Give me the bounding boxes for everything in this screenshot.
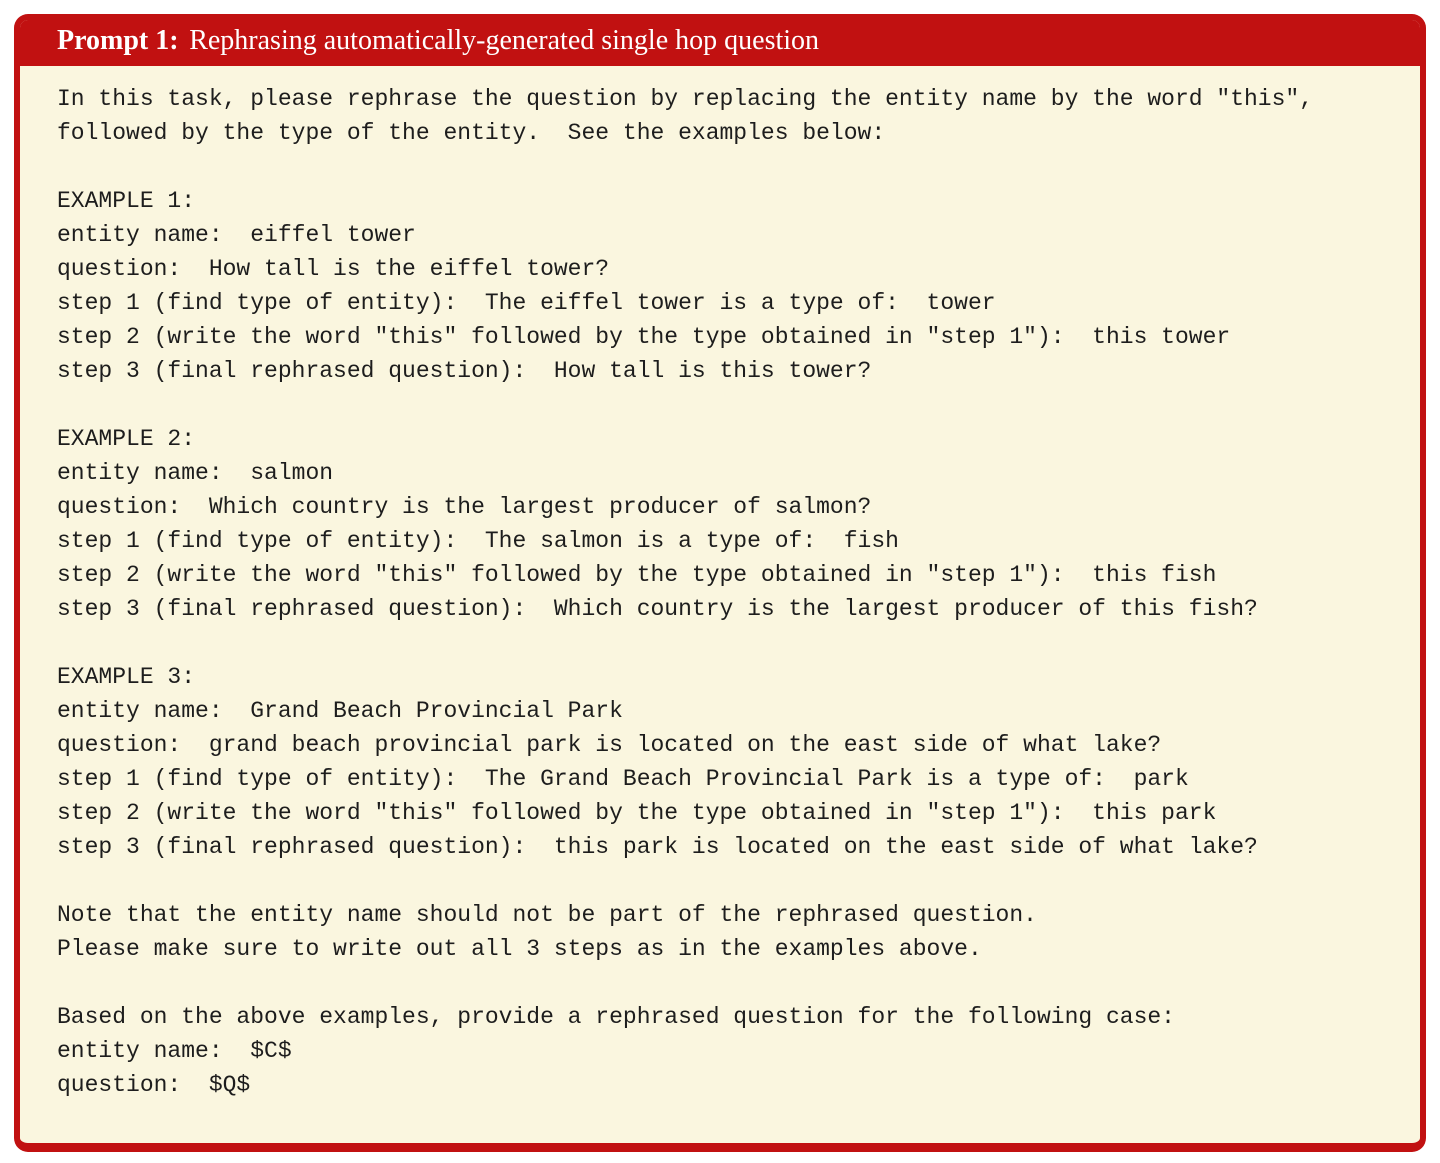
prompt-line: step 1 (find type of entity): The salmon is a type of: fish [57,528,899,554]
prompt-header [20,20,1420,66]
prompt-line: Note that the entity name should not be part of the rephrased question. [57,902,1037,928]
prompt-line: step 3 (final rephrased question): Which country is the largest producer of this fish? [57,596,1258,622]
prompt-line: Based on the above examples, provide a rephrased question for the following case: [57,1004,1175,1030]
prompt-line: EXAMPLE 1: [57,188,196,214]
prompt-number-label: Prompt 1: [57,25,179,56]
prompt-body [20,66,1420,1142]
prompt-line: entity name: Grand Beach Provincial Park [57,698,623,724]
prompt-line: EXAMPLE 2: [57,426,196,452]
prompt-section-task [57,1000,1390,1102]
prompt-line: entity name: salmon [57,460,334,486]
prompt-box [14,14,1426,1152]
prompt-section-intro [57,82,1390,150]
prompt-line: step 1 (find type of entity): The Grand Beach Provincial Park is a type of: park [57,766,1189,792]
prompt-line: step 2 (write the word "this" followed by the type obtained in "step 1"): this fish [57,562,1217,588]
prompt-section-note [57,898,1390,966]
prompt-line: followed by the type of the entity. See the examples below: [57,120,886,146]
prompt-line: step 1 (find type of entity): The eiffel tower is a type of: tower [57,290,996,316]
prompt-line: question: $Q$ [57,1072,251,1098]
prompt-line: question: Which country is the largest producer of salmon? [57,494,872,520]
prompt-line: step 3 (final rephrased question): How tall is this tower? [57,358,872,384]
prompt-line: question: grand beach provincial park is located on the east side of what lake? [57,732,1162,758]
prompt-line: step 3 (final rephrased question): this park is located on the east side of what lake? [57,834,1258,860]
prompt-line: question: How tall is the eiffel tower? [57,256,610,282]
prompt-title: Rephrasing automatically-generated single hop question [189,25,820,56]
prompt-line: Please make sure to write out all 3 steps as in the examples above. [57,936,982,962]
prompt-section-example-1 [57,184,1390,388]
prompt-line: step 2 (write the word "this" followed by the type obtained in "step 1"): this park [57,800,1217,826]
prompt-section-example-3 [57,660,1390,864]
prompt-section-example-2 [57,422,1390,626]
prompt-line: In this task, please rephrase the question by replacing the entity name by the word "this", [57,86,1314,112]
prompt-line: EXAMPLE 3: [57,664,196,690]
prompt-line: entity name: $C$ [57,1038,292,1064]
prompt-line: entity name: eiffel tower [57,222,416,248]
prompt-line: step 2 (write the word "this" followed by the type obtained in "step 1"): this tower [57,324,1231,350]
